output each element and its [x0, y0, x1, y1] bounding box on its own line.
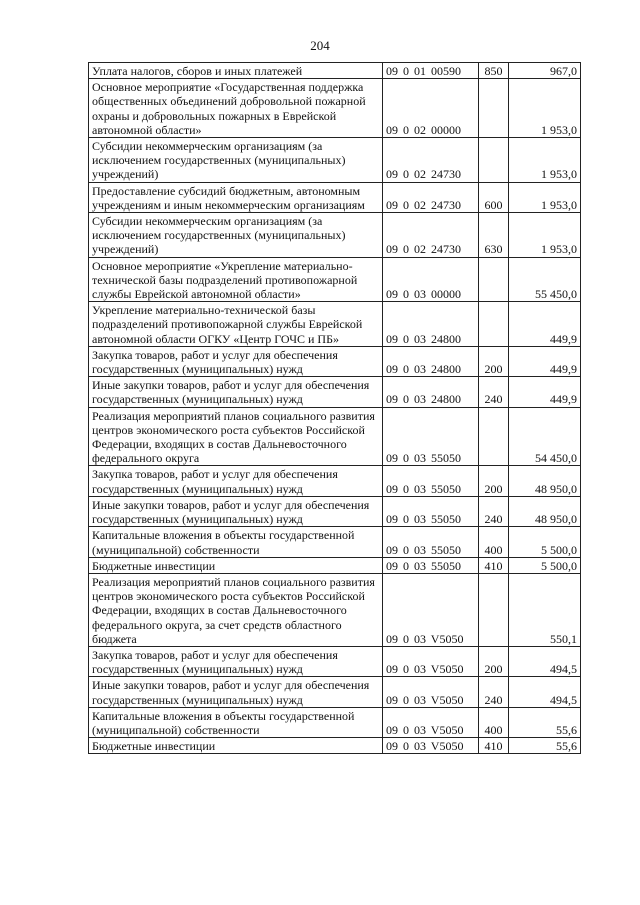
- row-amount: 494,5: [509, 646, 581, 676]
- row-name: Иные закупки товаров, работ и услуг для обеспечения государственных (муниципальных) нужд: [89, 496, 383, 526]
- row-name: Укрепление материально-технической базы подразделений противопожарной службы Еврейской автономной области ОГКУ «Центр ГОЧС и ПБ»: [89, 302, 383, 347]
- row-code: 09 0 02 24730: [383, 138, 479, 183]
- row-code: 09 0 03 55050: [383, 407, 479, 466]
- row-name: Основное мероприятие «Укрепление материально-технической базы подразделений противопожарной службы Еврейской автономной области»: [89, 257, 383, 302]
- row-expense-type: 240: [479, 677, 509, 707]
- table-row: [89, 527, 581, 557]
- row-expense-type: [479, 573, 509, 646]
- row-amount: 55 450,0: [509, 257, 581, 302]
- row-name: Субсидии некоммерческим организациям (за исключением государственных (муниципальных) учреждений): [89, 138, 383, 183]
- row-code: 09 0 02 24730: [383, 213, 479, 258]
- row-expense-type: 410: [479, 557, 509, 573]
- row-code: 09 0 03 24800: [383, 302, 479, 347]
- row-name: Предоставление субсидий бюджетным, автономным учреждениям и иным некоммерческим организациям: [89, 182, 383, 212]
- table-row: [89, 182, 581, 212]
- row-expense-type: [479, 257, 509, 302]
- row-amount: 54 450,0: [509, 407, 581, 466]
- row-amount: 55,6: [509, 707, 581, 737]
- row-name: Закупка товаров, работ и услуг для обеспечения государственных (муниципальных) нужд: [89, 346, 383, 376]
- row-code: 09 0 03 55050: [383, 557, 479, 573]
- table-row: [89, 346, 581, 376]
- row-name: Капитальные вложения в объекты государственной (муниципальной) собственности: [89, 707, 383, 737]
- row-expense-type: 400: [479, 527, 509, 557]
- row-amount: 48 950,0: [509, 496, 581, 526]
- table-row: [89, 738, 581, 754]
- row-amount: 449,9: [509, 302, 581, 347]
- row-code: 09 0 03 55050: [383, 527, 479, 557]
- row-expense-type: 600: [479, 182, 509, 212]
- table-row: [89, 213, 581, 258]
- table-row: [89, 557, 581, 573]
- row-expense-type: 240: [479, 496, 509, 526]
- row-expense-type: [479, 302, 509, 347]
- row-expense-type: 630: [479, 213, 509, 258]
- row-amount: 494,5: [509, 677, 581, 707]
- row-amount: 967,0: [509, 63, 581, 79]
- row-expense-type: 200: [479, 346, 509, 376]
- table-row: [89, 466, 581, 496]
- row-amount: 550,1: [509, 573, 581, 646]
- row-code: 09 0 03 55050: [383, 496, 479, 526]
- row-name: Субсидии некоммерческим организациям (за исключением государственных (муниципальных) учреждений): [89, 213, 383, 258]
- row-expense-type: [479, 138, 509, 183]
- row-expense-type: 850: [479, 63, 509, 79]
- row-amount: 55,6: [509, 738, 581, 754]
- row-code: 09 0 02 24730: [383, 182, 479, 212]
- row-name: Закупка товаров, работ и услуг для обеспечения государственных (муниципальных) нужд: [89, 466, 383, 496]
- row-code: 09 0 03 24800: [383, 377, 479, 407]
- row-amount: 1 953,0: [509, 79, 581, 138]
- table-row: [89, 496, 581, 526]
- table-row: [89, 302, 581, 347]
- row-amount: 48 950,0: [509, 466, 581, 496]
- row-name: Основное мероприятие «Государственная поддержка общественных объединений добровольной пожарной охраны и добровольных пожарных в Еврейской автономной области»: [89, 79, 383, 138]
- table-row: [89, 707, 581, 737]
- table-row: [89, 677, 581, 707]
- table-row: [89, 407, 581, 466]
- table-row: [89, 79, 581, 138]
- row-amount: 1 953,0: [509, 138, 581, 183]
- table-row: [89, 573, 581, 646]
- row-name: Реализация мероприятий планов социального развития центров экономического роста субъектов Российской Федерации, входящих в состав Дальневосточного федерального округа, за счет средств областного бюджета: [89, 573, 383, 646]
- row-code: 09 0 03 55050: [383, 466, 479, 496]
- budget-table-body: [89, 63, 581, 754]
- page-number: 204: [310, 38, 330, 53]
- row-name: Закупка товаров, работ и услуг для обеспечения государственных (муниципальных) нужд: [89, 646, 383, 676]
- table-row: [89, 646, 581, 676]
- row-expense-type: [479, 79, 509, 138]
- row-amount: 5 500,0: [509, 527, 581, 557]
- row-amount: 449,9: [509, 377, 581, 407]
- row-code: 09 0 02 00000: [383, 79, 479, 138]
- row-expense-type: 400: [479, 707, 509, 737]
- row-name: Капитальные вложения в объекты государственной (муниципальной) собственности: [89, 527, 383, 557]
- budget-table: [88, 62, 581, 754]
- row-amount: 1 953,0: [509, 213, 581, 258]
- row-expense-type: 240: [479, 377, 509, 407]
- row-name: Бюджетные инвестиции: [89, 557, 383, 573]
- table-row: [89, 377, 581, 407]
- row-amount: 1 953,0: [509, 182, 581, 212]
- row-amount: 5 500,0: [509, 557, 581, 573]
- row-amount: 449,9: [509, 346, 581, 376]
- row-expense-type: [479, 407, 509, 466]
- row-code: 09 0 03 V5050: [383, 707, 479, 737]
- row-expense-type: 410: [479, 738, 509, 754]
- row-name: Уплата налогов, сборов и иных платежей: [89, 63, 383, 79]
- row-code: 09 0 03 V5050: [383, 677, 479, 707]
- row-name: Иные закупки товаров, работ и услуг для обеспечения государственных (муниципальных) нужд: [89, 677, 383, 707]
- row-code: 09 0 01 00590: [383, 63, 479, 79]
- row-code: 09 0 03 V5050: [383, 738, 479, 754]
- table-row: [89, 63, 581, 79]
- table-row: [89, 257, 581, 302]
- row-code: 09 0 03 00000: [383, 257, 479, 302]
- row-name: Реализация мероприятий планов социального развития центров экономического роста субъектов Российской Федерации, входящих в состав Дальневосточного федерального округа: [89, 407, 383, 466]
- row-expense-type: 200: [479, 646, 509, 676]
- table-row: [89, 138, 581, 183]
- row-code: 09 0 03 V5050: [383, 573, 479, 646]
- row-name: Иные закупки товаров, работ и услуг для обеспечения государственных (муниципальных) нужд: [89, 377, 383, 407]
- row-code: 09 0 03 24800: [383, 346, 479, 376]
- row-name: Бюджетные инвестиции: [89, 738, 383, 754]
- row-expense-type: 200: [479, 466, 509, 496]
- row-code: 09 0 03 V5050: [383, 646, 479, 676]
